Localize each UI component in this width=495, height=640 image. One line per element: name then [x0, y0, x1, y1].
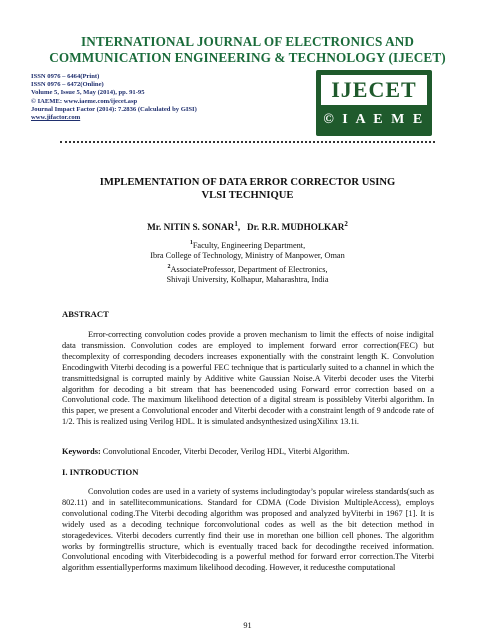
- jifactor-link[interactable]: www.jifactor.com: [31, 114, 81, 122]
- introduction-text: Convolution codes are used in a variety of systems includingtoday’s popular wireless standards(such as 802.11) and in satellitecommunications. Standard for CDMA (Code Division MultipleAccess), employs convolutional coding.The Viterbi decoding algorithm was proposed and analyzed byViterbi in 1967 [1]. It is widely used as a decoding technique forconvolutional codes as well as the bit detection method in storagedevices. Viterbi decoders currently find their use in morethan one billion cell phones. The algorithm works by formingtrellis structure, which is eventually traced back for decodingthe received information. Convolutional encoding with Viterbidecoding is a powerful method for forward error correction.The Viterbi algorithm essentiallyperforms maximum likelihood decoding. However, it reducesthe computational: [62, 487, 434, 573]
- affil-2-line-2: Shivaji University, Kolhapur, Maharashtra, India: [166, 275, 329, 285]
- page-number: 91: [243, 621, 252, 630]
- keywords-text: Convolutional Encoder, Viterbi Decoder, Verilog HDL, Viterbi Algorithm.: [100, 447, 350, 456]
- affil-2-line-1: AssociateProfessor, Department of Electronics,: [170, 264, 328, 274]
- journal-website: © IAEME: www.iaeme.com/ijecet.asp: [31, 97, 138, 105]
- issn-online: ISSN 0976 – 6472(Online): [31, 81, 104, 89]
- logo-title: IJECET: [321, 75, 427, 105]
- keywords: [62, 447, 434, 456]
- author-separator: ,: [237, 222, 241, 233]
- abstract-heading: ABSTRACT: [62, 309, 109, 319]
- affil-1-sup: 1: [189, 240, 193, 246]
- keywords-label: Keywords:: [62, 447, 101, 456]
- author-2: Dr. R.R. MUDHOLKAR: [247, 222, 345, 233]
- affil-2-sup: 2: [167, 263, 171, 270]
- author-1: Mr. NITIN S. SONAR: [147, 222, 235, 233]
- introduction-heading: I. INTRODUCTION: [62, 467, 139, 477]
- paper-title: IMPLEMENTATION OF DATA ERROR CORRECTOR USING VLSI TECHNIQUE: [99, 177, 396, 201]
- journal-title: INTERNATIONAL JOURNAL OF ELECTRONICS AND COMMUNICATION ENGINEERING & TECHNOLOGY (IJECET): [49, 34, 446, 65]
- abstract-text: Error-correcting convolution codes provide a proven mechanism to limit the effects of noise indigital data transmission. Convolution codes are employed to implement forward error correction(FEC) but thecomplexity of corresponding decoders increases exponentially with the constraint length K. Convolution Encodingwith Viterbi decoding is a powerful FEC technique that is particularly suited to a channel in which the transmittedsignal is corrupted mainly by Additive white Gaussian Noise.A Viterbi decoder uses the Viterbi algorithm for decoding a bit stream that has beenencoded using Forward error correction based on a Convolutional code. The maximum likelihood detection of a digital stream is possibleby Viterbi algorithm. In this paper, we present a Convolutional encoder and Viterbi decoder with a constraint length of 9 andcode rate of 1/2. This is realized using Verilog HDL. It is simulated andsynthesized usingXilinx 13.1i.: [62, 330, 434, 427]
- issn-print: ISSN 0976 – 6464(Print): [31, 73, 100, 80]
- journal-meta: [31, 73, 271, 122]
- logo-publisher: © I A E M E: [323, 112, 425, 127]
- affil-1-line-1: Faculty, Engineering Department,: [192, 240, 306, 250]
- affil-1-line-2: Ibra College of Technology, Ministry of Manpower, Oman: [150, 251, 345, 261]
- authors: [90, 220, 405, 232]
- author-1-sup: 1: [234, 220, 238, 228]
- impact-factor: Journal Impact Factor (2014): 7.2836 (Calculated by GISI): [31, 105, 197, 113]
- author-2-sup: 2: [344, 220, 348, 228]
- affiliations: [90, 238, 405, 286]
- ijecet-logo: [316, 70, 432, 136]
- volume-info: Volume 5, Issue 5, May (2014), pp. 91-95: [31, 89, 145, 97]
- dotted-divider: [60, 141, 435, 145]
